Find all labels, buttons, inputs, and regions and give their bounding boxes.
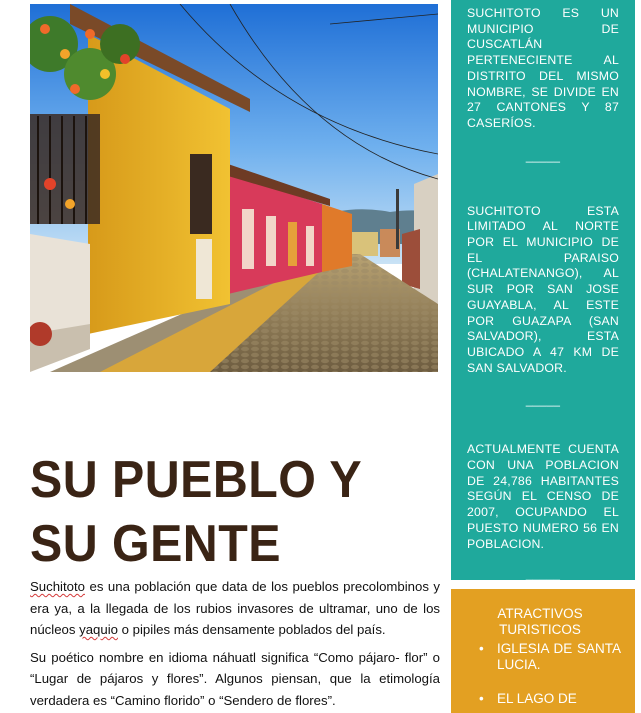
attractions-heading: ATRACTIVOS TURISTICOS: [497, 606, 583, 637]
article-paragraph-2: Su poético nombre en idioma náhuatl significa “Como pájaro- flor” o “Lugar de pájaros y flores”. Algunos piensan, que la etimología verdadera es “Camino florido” o “Sendero de flores”.: [30, 649, 440, 708]
street-photo-icon: [30, 4, 438, 372]
page-title-line-1: SU PUEBLO Y: [30, 451, 363, 509]
street-photo: [30, 4, 438, 372]
sidebar-separator: _____: [525, 148, 561, 163]
sidebar-paragraph-limits: SUCHITOTO ESTA LIMITADO AL NORTE POR EL MUNICIPIO DE EL PARAISO (CHALATENANGO), AL SUR POR SAN JOSE GUAYABLA, AL ESTE POR GUAZAPA (SAN SALVADOR), ESTA UBICADO A 47 KM DE SAN SALVADOR.: [467, 203, 619, 375]
article-body: [30, 576, 440, 713]
attraction-item: • EL LAGO DE: [479, 691, 621, 707]
sidebar-separator: _____: [525, 393, 561, 408]
paragraph-text: o pipiles más densamente poblados del país.: [118, 622, 386, 637]
paragraph-text: es una población que data de los pueblos precolombinos y era ya, a la llegada de los rubios invasores de ultramar, uno de los núcleos: [30, 579, 440, 637]
sidebar-paragraph-population: ACTUALMENTE CUENTA CON UNA POBLACION DE 24,786 HABITANTES SEGÚN EL CENSO DE 2007, OCUPANDO EL PUESTO NUMERO 56 EN POBLACION.: [467, 442, 619, 551]
spellcheck-word: Suchitoto: [30, 579, 85, 594]
article-paragraph-1: [30, 576, 440, 641]
spellcheck-word: yaquio: [79, 622, 118, 637]
attractions-list: [465, 641, 621, 707]
page-title-line-2: SU GENTE: [30, 515, 281, 573]
attractions-sidebar: [451, 589, 635, 713]
sidebar-paragraph-location: SUCHITOTO ES UN MUNICIPIO DE CUSCATLÁN PERTENECIENTE AL DISTRITO DEL MISMO NOMBRE, SE DIVIDE EN 27 CANTONES Y 87 CASERÍOS.: [467, 6, 619, 130]
teal-info-sidebar: [451, 0, 635, 580]
attraction-item: • IGLESIA DE SANTA LUCIA.: [479, 641, 621, 673]
sidebar-separator: _____: [525, 567, 561, 582]
page-title: [30, 448, 411, 576]
